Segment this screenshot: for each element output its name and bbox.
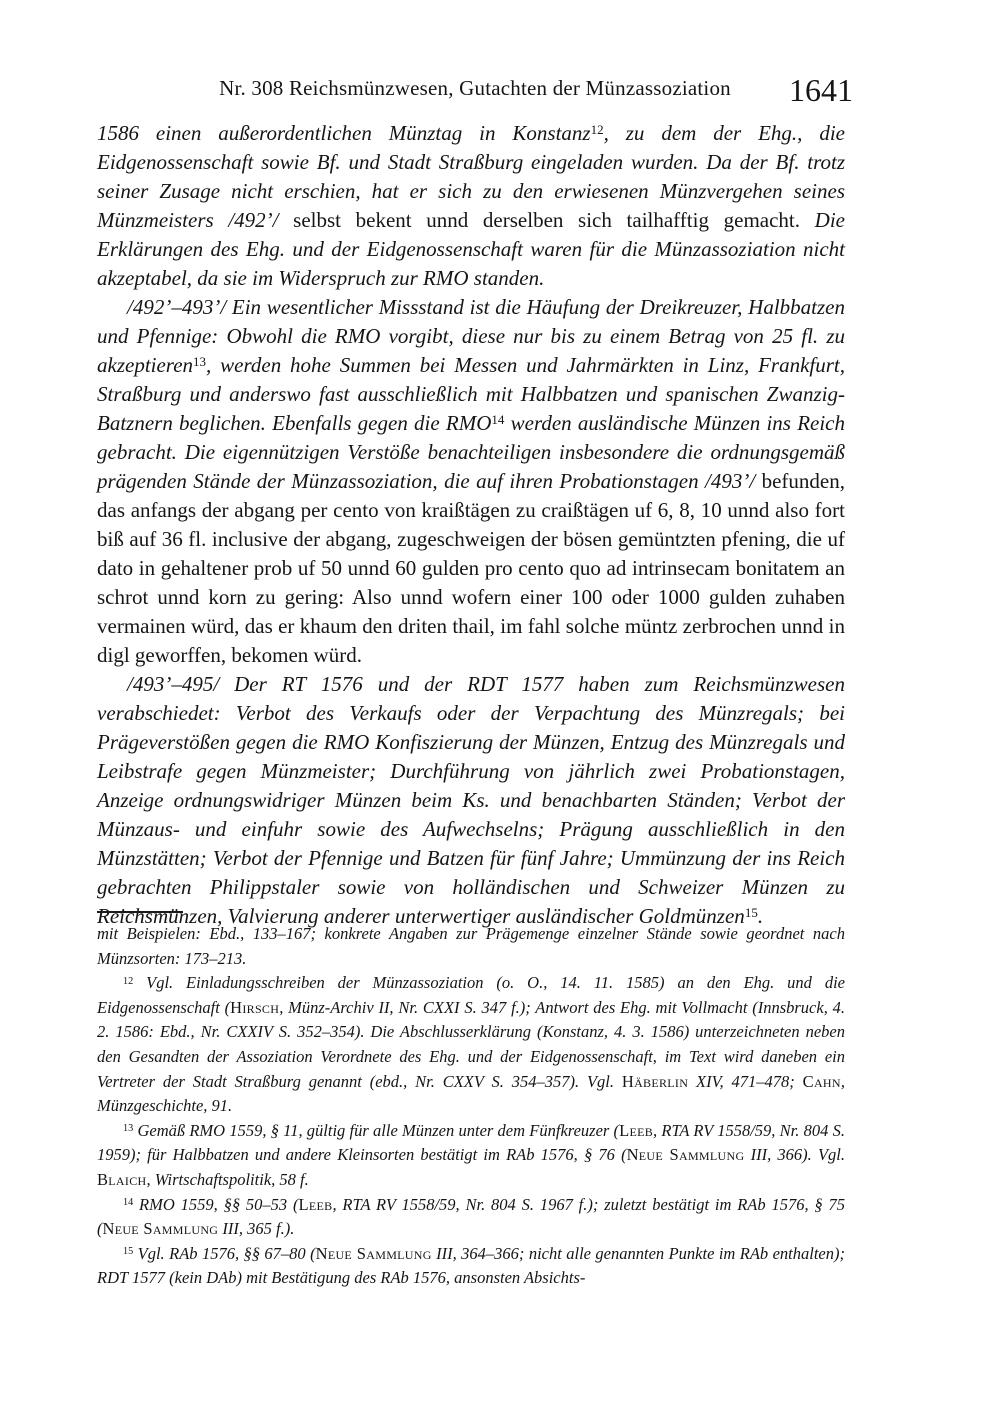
main-text-block — [97, 119, 845, 931]
text-segment: werden ausländische Münzen ins Reich gebracht. Die eigennützigen Verstöße benachteiligen insbesondere die ordnungsgemäß prägenden Stände der Münzassoziation, die auf ihren Probationstagen /493’/ — [97, 411, 845, 493]
footnote-marker: 13 — [123, 1123, 134, 1135]
text-segment: III, 366). Vgl. — [744, 1145, 845, 1165]
text-segment: , zu dem der Ehg., die Eidgenossenschaft sowie Bf. und Stadt Straßburg eingeladen wurden. Da der Bf. trotz seiner Zusage nicht erschien, hat er sich zu den erwiesenen Münzvergehen seines Münzmeisters /492’/ — [97, 121, 845, 232]
text-segment: befunden, das anfangs der abgang per cento von kraißtägen zu craißtägen uf 6, 8, 10 unnd also fort biß auf 36 fl. inclusive der abgang, zugeschweigen der bösen gemüntzten pfening, die uf dato in gehaltener prob uf 50 unnd 60 gulden pro cento quo ad intrinsecam bonitatem an schrot unnd korn zu gering: Also unnd wofern einer 100 oder 1000 gulden zuhaben vermainen würd, das er khaum den driten thail, im fahl solche müntz zerbrochen unnd in digl geworffen, bekomen würd. — [97, 469, 845, 667]
text-segment: , Münzgeschichte, 91. — [97, 1071, 845, 1116]
text-segment: Vgl. Einladungsschreiben der Münzassoziation (o. O., 14. 11. 1585) an den Ehg. und die Eidgenossenschaft ( — [97, 973, 845, 1017]
text-segment: Neue Sammlung — [315, 1243, 432, 1263]
text-segment: , RTA RV 1558/59, Nr. 804 S. 1959); für Halbbatzen und andere Kleinsorten bestätigt im RAb 1576, § 76 ( — [97, 1120, 845, 1165]
text-segment: Cahn — [802, 1071, 841, 1091]
text-segment: Gemäß RMO 1559, § 11, gültig für alle Münzen unter dem Fünfkreuzer ( — [133, 1120, 620, 1140]
text-segment: , Wirtschaftspolitik, 58 f. — [146, 1169, 309, 1189]
footnote-marker: 15 — [123, 1246, 134, 1258]
footnote — [97, 1242, 845, 1291]
text-segment: Blaich — [97, 1169, 147, 1189]
text-segment: /493’–495/ Der RT 1576 und der RDT 1577 haben zum Reichsmünzwesen verabschiedet: Verbot des Verkaufs oder der Verpachtung des Münzregals; bei Prägeverstößen gegen die RMO Konfiszierung der Münzen, Entzug des Münzregals und Leibstrafe gegen Münzmeister; Durchführung von jährlich zwei Probationstagen, Anzeige ordnungswidriger Münzen beim Ks. und benachbarten Ständen; Verbot der Münzaus- und einfuhr sowie des Aufwechselns; Prägung ausschließlich in den Münzstätten; Verbot der Pfennige und Batzen für fünf Jahre; Ummünzung der ins Reich gebrachten Philippstaler sowie von holländischen und Schweizer Münzen zu Reichsmünzen, Valvierung anderer unterwertiger ausländischer Goldmünzen — [97, 672, 845, 928]
text-segment: selbst bekent unnd derselben sich tailhafftig gemacht. — [293, 208, 815, 232]
footnote-marker: 12 — [123, 975, 134, 987]
text-segment: Leeb — [619, 1120, 654, 1140]
body-paragraph — [97, 293, 845, 670]
running-title: Nr. 308 Reichsmünzwesen, Gutachten der Münzassoziation — [219, 76, 731, 100]
footnote — [97, 922, 845, 971]
body-paragraph — [97, 119, 845, 293]
text-segment: , Münz-Archiv II, Nr. CXXI S. 347 f.); Antwort des Ehg. mit Vollmacht (Innsbruck, 4. 2. 1586: Ebd., Nr. CXXIV S. 352–354). Die Abschlusserklärung (Konstanz, 4. 3. 1586) unterzeichneten neben den Gesandten der Assoziation Verordnete des Ehg. und der Eidgenossenschaft, im Text wird daneben ein Vertreter der Stadt Straßburg genannt (ebd., Nr. CXXV S. 354–357). Vgl. — [97, 997, 846, 1091]
footnote-separator-rule — [97, 911, 183, 913]
footnote-marker: 12 — [590, 122, 604, 138]
footnote — [97, 971, 845, 1119]
footnotes-block — [97, 922, 845, 1291]
text-segment: /492’–493’/ Ein wesentlicher Missstand ist die Häufung der Dreikreuzer, Halbbatzen und Pfennige: Obwohl die RMO vorgibt, diese nur bis zu einem Betrag von 25 fl. zu akzeptieren — [97, 295, 845, 377]
text-segment: Neue Sammlung — [626, 1145, 745, 1165]
text-segment: RMO 1559, §§ 50–53 ( — [133, 1194, 299, 1214]
footnote-marker: 15 — [744, 905, 758, 921]
text-segment: Neue Sammlung — [102, 1219, 219, 1239]
text-segment: . — [757, 904, 764, 928]
text-segment: Vgl. RAb 1576, §§ 67–80 ( — [133, 1243, 316, 1263]
footnote-marker: 14 — [491, 412, 505, 428]
text-segment: XIV, 471–478; — [688, 1071, 803, 1091]
text-segment: 1586 einen außerordentlichen Münztag in Konstanz — [97, 121, 591, 145]
footnote — [97, 1193, 845, 1242]
text-segment: Häberlin — [621, 1071, 689, 1091]
page-header — [97, 66, 853, 108]
body-paragraph — [97, 670, 845, 931]
footnote — [97, 1119, 845, 1193]
footnote-marker: 14 — [123, 1196, 134, 1208]
text-segment: , RTA RV 1558/59, Nr. 804 S. 1967 f.); zuletzt bestätigt im RAb 1576, § 75 ( — [97, 1194, 845, 1239]
text-segment: Hirsch — [230, 997, 280, 1017]
text-segment: Die Erklärungen des Ehg. und der Eidgenossenschaft waren für die Münzassoziation nicht akzeptabel, da sie im Widerspruch zur RMO standen. — [97, 208, 845, 290]
text-segment: III, 365 f.). — [218, 1219, 295, 1239]
text-segment: , werden hohe Summen bei Messen und Jahrmärkten in Linz, Frankfurt, Straßburg und anderswo fast ausschließlich mit Halbbatzen und spanischen Zwanzig-Batznern beglichen. Ebenfalls gegen die RMO — [97, 353, 845, 435]
page-number: 1641 — [789, 72, 853, 108]
text-segment: mit Beispielen: Ebd., 133–167; konkrete Angaben zur Prägemenge einzelner Stände sowie geordnet nach Münzsorten: 173–213. — [97, 924, 845, 968]
footnote-marker: 13 — [193, 354, 207, 370]
text-segment: Leeb — [298, 1194, 333, 1214]
text-segment: III, 364–366; nicht alle genannten Punkte im RAb enthalten); RDT 1577 (kein DAb) mit Bestätigung des RAb 1576, ansonsten Absichts- — [97, 1243, 845, 1288]
